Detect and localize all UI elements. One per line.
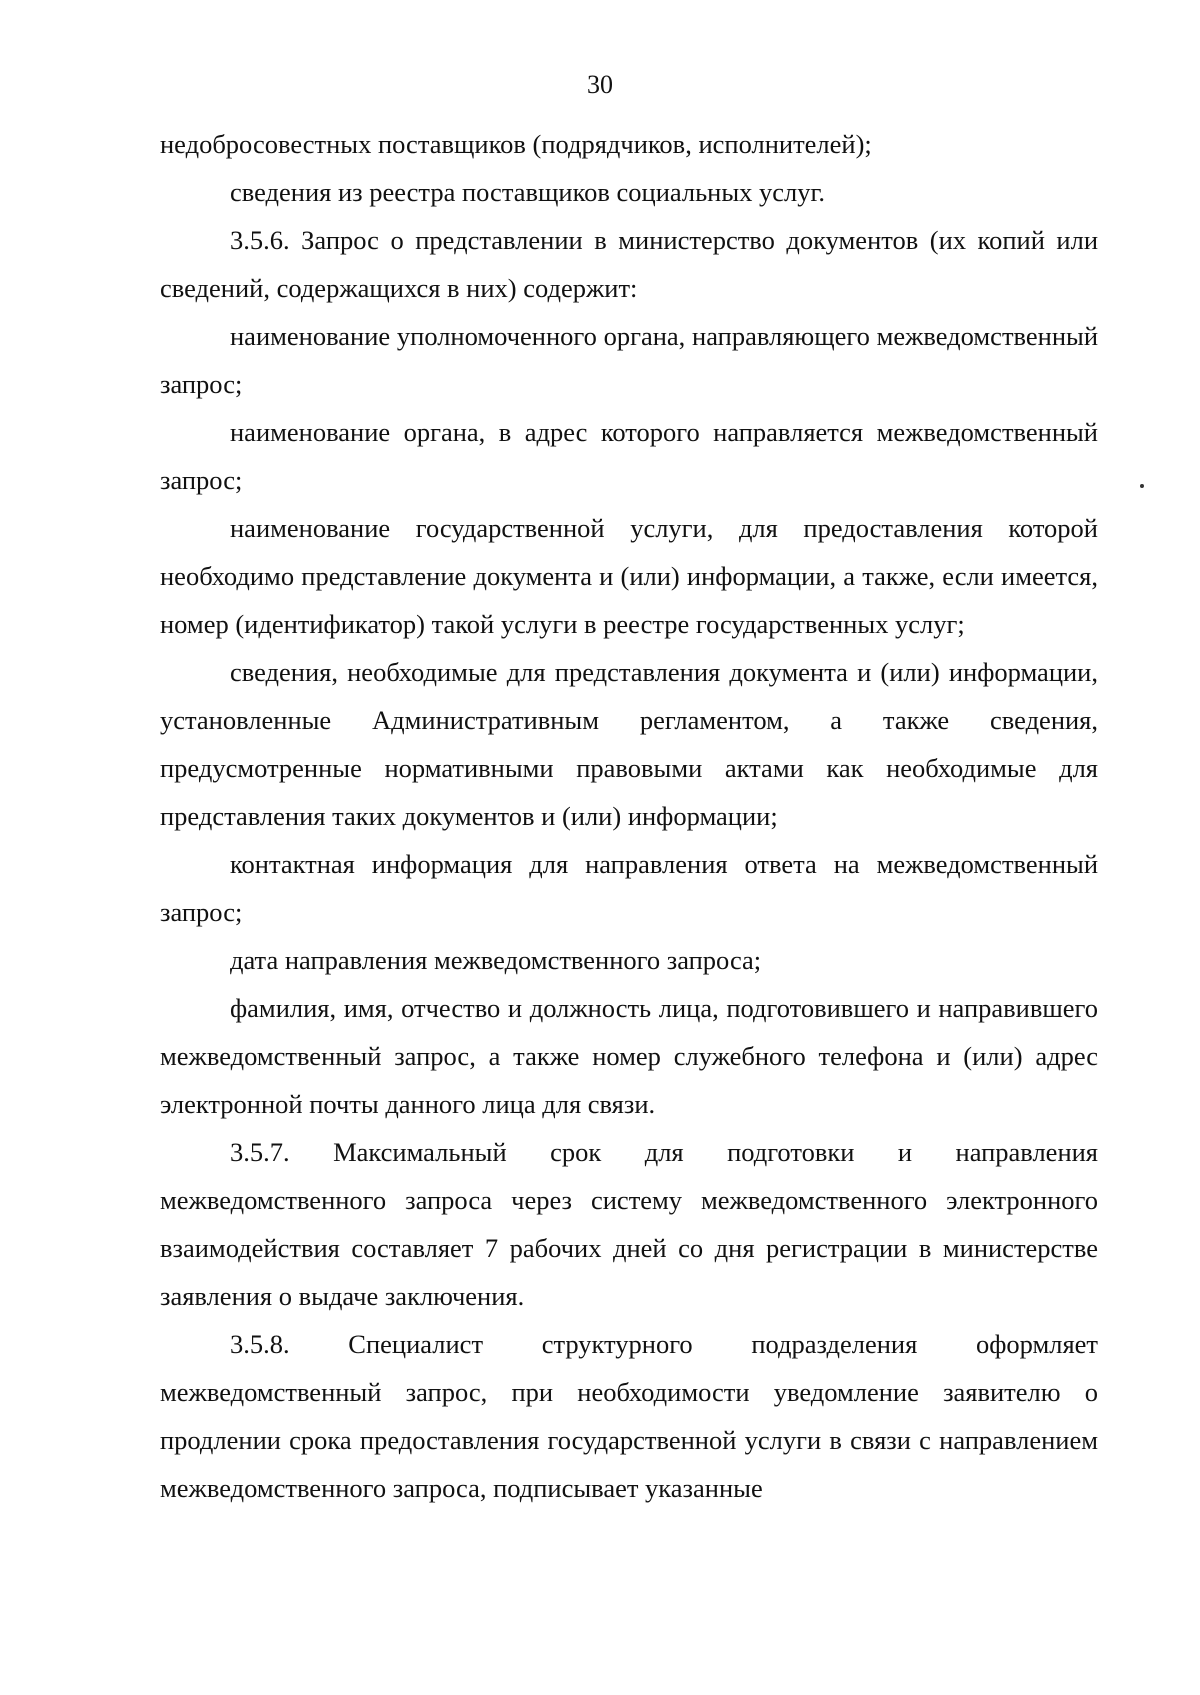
paragraph: 3.5.7. Максимальный срок для подготовки и направления межведомственного запроса через систему межведомственного электронного взаимодействия составляет 7 рабочих дней со дня регистрации в министерстве заявления о выдаче заключения.: [160, 1137, 1098, 1311]
paragraph: фамилия, имя, отчество и должность лица, подготовившего и направившего межведомственный запрос, а также номер служебного телефона и (или) адрес электронной почты данного лица для связи.: [160, 993, 1098, 1119]
paragraph: контактная информация для направления ответа на межведомственный запрос;: [160, 849, 1098, 927]
paragraph: 3.5.6. Запрос о представлении в министерство документов (их копий или сведений, содержащихся в них) содержит:: [160, 225, 1098, 303]
paragraph: наименование органа, в адрес которого направляется межведомственный запрос;: [160, 417, 1098, 495]
paragraph: сведения из реестра поставщиков социальных услуг.: [230, 177, 826, 207]
page-number: 30: [587, 70, 613, 99]
paragraph: наименование уполномоченного органа, направляющего межведомственный запрос;: [160, 321, 1098, 399]
paragraph: 3.5.8. Специалист структурного подразделения оформляет межведомственный запрос, при необходимости уведомление заявителю о продлении срока предоставления государственной услуги в связи с направлением межведомственного запроса, подписывает указанные: [160, 1329, 1098, 1503]
paragraph: сведения, необходимые для представления документа и (или) информации, установленные Административным регламентом, а также сведения, предусмотренные нормативными правовыми актами как необходимые для представления таких документов и (или) информации;: [160, 657, 1098, 831]
paragraph: дата направления межведомственного запроса;: [230, 945, 762, 975]
paragraph: наименование государственной услуги, для предоставления которой необходимо представление документа и (или) информации, а также, если имеется, номер (идентификатор) такой услуги в реестре государственных услуг;: [160, 513, 1098, 639]
scan-speck: [1140, 484, 1144, 488]
paragraph: недобросовестных поставщиков (подрядчиков, исполнителей);: [160, 129, 872, 159]
document-body: [160, 120, 1098, 1512]
